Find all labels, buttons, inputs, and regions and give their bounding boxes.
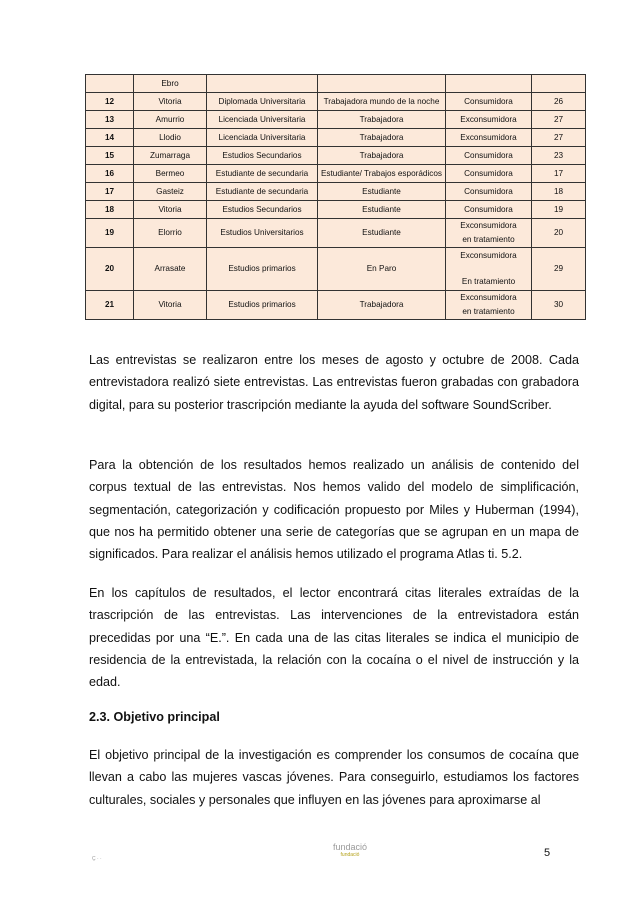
table-cell: 17 xyxy=(532,165,586,183)
table-cell: Estudiante xyxy=(318,219,446,248)
paragraph-analysis: Para la obtención de los resultados hemos realizado un análisis de contenido del corpus textual de las entrevistas. Nos hemos valido del modelo de simplificación, segmentación, categorización y codificación propuesto por Miles y Huberman (1994), que nos ha permitido obtener una serie de categorías que se agrupan en un mapa de significados. Para realizar el análisis hemos utilizado el programa Atlas ti. 5.2. xyxy=(89,458,579,562)
paragraph-interviews: Las entrevistas se realizaron entre los meses de agosto y octubre de 2008. Cada entrevistadora realizó siete entrevistas. Las entrevistas fueron grabadas con grabadora digital, para su posterior trascripción mediante la ayuda del software SoundScriber. xyxy=(89,353,579,412)
paragraph-quotes: En los capítulos de resultados, el lector encontrará citas literales extraídas de la trascripción de las entrevistas. Las intervenciones de la entrevistadora están precedidas por una “E.”. En cada una de las citas literales se indica el municipio de residencia de la entrevistada, la relación con la cocaína o el nivel de instrucción y la edad. xyxy=(89,586,579,690)
table-cell: Estudios Universitarios xyxy=(207,219,318,248)
table-row xyxy=(86,147,586,165)
page-number: 5 xyxy=(544,847,551,859)
table-cell: Trabajadora xyxy=(318,111,446,129)
table-cell: Estudiante xyxy=(318,201,446,219)
table-row xyxy=(86,93,586,111)
table-cell: 17 xyxy=(86,183,134,201)
table-cell: 15 xyxy=(86,147,134,165)
table-cell: Arrasate xyxy=(134,248,207,291)
table-cell: 20 xyxy=(86,248,134,291)
table-cell: En Paro xyxy=(318,248,446,291)
table-cell: Vitoria xyxy=(134,201,207,219)
fundacion-logo xyxy=(320,842,380,858)
table-cell: 26 xyxy=(532,93,586,111)
table-row xyxy=(86,75,586,93)
table-cell: Diplomada Universitaria xyxy=(207,93,318,111)
table-cell: Zumarraga xyxy=(134,147,207,165)
paragraph-objective: El objetivo principal de la investigación es comprender los consumos de cocaína que llevan a cabo las mujeres vascas jóvenes. Para conseguirlo, estudiamos los factores culturales, sociales y personales que influyen en las jóvenes para aproximarse al xyxy=(89,748,579,807)
table-cell xyxy=(446,291,532,320)
table-cell: Consumidora xyxy=(446,183,532,201)
table-cell: Gasteiz xyxy=(134,183,207,201)
table-cell xyxy=(86,75,134,93)
table-cell: Vitoria xyxy=(134,291,207,320)
table-cell: Vitoria xyxy=(134,93,207,111)
table-cell: Licenciada Universitaria xyxy=(207,111,318,129)
table-cell: Elorrio xyxy=(134,219,207,248)
table-cell xyxy=(446,219,532,248)
table-cell xyxy=(446,248,532,291)
table-cell xyxy=(446,75,532,93)
table-row xyxy=(86,248,586,291)
status-line: Exconsumidora xyxy=(460,251,517,260)
table-row xyxy=(86,219,586,248)
logo-line: fundació xyxy=(340,852,360,858)
table-cell: Consumidora xyxy=(446,201,532,219)
table-cell xyxy=(318,75,446,93)
table-cell: Licenciada Universitaria xyxy=(207,129,318,147)
table-cell: Amurrio xyxy=(134,111,207,129)
table-cell: 19 xyxy=(86,219,134,248)
table-cell: 27 xyxy=(532,129,586,147)
participants-table xyxy=(85,74,585,320)
status-line: Exconsumidora xyxy=(460,221,517,230)
table-cell: Consumidora xyxy=(446,147,532,165)
table-cell: Trabajadora xyxy=(318,147,446,165)
table-cell: Estudiante/ Trabajos esporádicos xyxy=(318,165,446,183)
status-line: En tratamiento xyxy=(461,277,516,286)
footer-left-text: Ç · · xyxy=(92,856,102,862)
table-cell: Llodio xyxy=(134,129,207,147)
table-cell: 18 xyxy=(532,183,586,201)
table-row xyxy=(86,201,586,219)
table-cell: Estudios primarios xyxy=(207,248,318,291)
table-cell xyxy=(207,75,318,93)
status-line: en tratamiento xyxy=(462,307,515,316)
table-cell: 18 xyxy=(86,201,134,219)
table-cell: 12 xyxy=(86,93,134,111)
table-cell: Exconsumidora xyxy=(446,129,532,147)
table-cell xyxy=(532,75,586,93)
table-cell: 27 xyxy=(532,111,586,129)
table-cell: Consumidora xyxy=(446,93,532,111)
table-cell: 29 xyxy=(532,248,586,291)
table-cell: Consumidora xyxy=(446,165,532,183)
table-cell: 21 xyxy=(86,291,134,320)
table-cell: Estudios primarios xyxy=(207,291,318,320)
section-heading: 2.3. Objetivo principal xyxy=(89,710,220,724)
table-cell: 20 xyxy=(532,219,586,248)
table-cell: Ebro xyxy=(134,75,207,93)
table-cell: Bermeo xyxy=(134,165,207,183)
table-row xyxy=(86,129,586,147)
table-cell: Estudiante xyxy=(318,183,446,201)
table-cell: Estudios Secundarios xyxy=(207,147,318,165)
table-row xyxy=(86,165,586,183)
table-cell: 16 xyxy=(86,165,134,183)
table-cell: Estudiante de secundaria xyxy=(207,165,318,183)
table-cell: 19 xyxy=(532,201,586,219)
status-line: en tratamiento xyxy=(462,235,515,244)
table-cell: Trabajadora mundo de la noche xyxy=(318,93,446,111)
table-row xyxy=(86,183,586,201)
table-cell: 30 xyxy=(532,291,586,320)
status-line: Exconsumidora xyxy=(460,293,517,302)
logo-line: fundació xyxy=(332,842,368,852)
table-cell: 23 xyxy=(532,147,586,165)
table-row xyxy=(86,111,586,129)
table-cell: Exconsumidora xyxy=(446,111,532,129)
table-cell: 14 xyxy=(86,129,134,147)
table-cell: Trabajadora xyxy=(318,291,446,320)
table-cell: Estudios Secundarios xyxy=(207,201,318,219)
table-cell: Trabajadora xyxy=(318,129,446,147)
table-cell: 13 xyxy=(86,111,134,129)
table-row xyxy=(86,291,586,320)
table-cell: Estudiante de secundaria xyxy=(207,183,318,201)
